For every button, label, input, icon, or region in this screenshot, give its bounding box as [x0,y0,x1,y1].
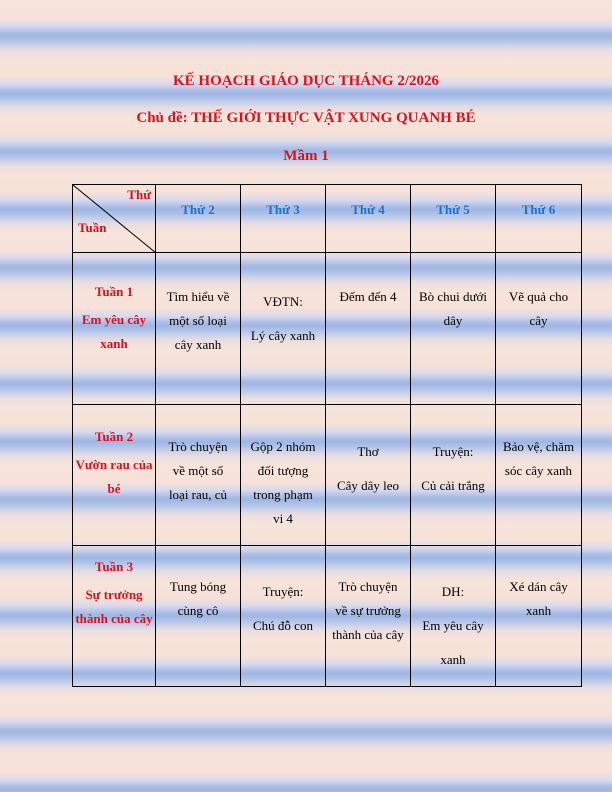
activity-text: Xé dán cây xanh [509,579,568,618]
activity-text: Gộp 2 nhóm đối tượng trong phạm vi 4 [250,439,316,526]
table-row [73,253,582,405]
activity-cell [241,546,326,687]
corner-cell [73,185,156,253]
activity-text: Tìm hiểu về một số loại cây xanh [166,289,230,352]
schedule-table [72,184,582,687]
activity-cell [241,405,326,546]
activity-text: Truyện: Chú đỗ con [253,584,313,633]
week-topic: Sự trưởng thành của cây [75,587,153,626]
table-row [73,405,582,546]
activity-text: DH: Em yêu cây xanh [422,584,484,667]
activity-text: Bò chui dưới dây [418,289,488,328]
activity-cell [156,253,241,405]
activity-text: Đếm đến 4 [339,289,397,304]
activity-cell [411,405,496,546]
table-header-row [73,185,582,253]
activity-text: Truyện: Củ cải trắng [421,444,485,493]
day-header: Thứ 4 [326,185,411,253]
activity-cell [241,253,326,405]
activity-cell [156,405,241,546]
activity-text: Tung bóng cùng cô [169,579,227,618]
week-topic: Vườn rau của bé [75,457,153,496]
corner-day-label: Thứ [127,187,151,202]
activity-cell [496,546,582,687]
activity-cell [156,546,241,687]
activity-text: Vẽ quả cho cây [508,289,569,328]
activity-text: Thơ Cây dây leo [336,444,400,493]
activity-cell [326,253,411,405]
activity-text: Trò chuyện về sự trưởng thành của cây [332,579,404,642]
document-title: KẾ HOẠCH GIÁO DỤC THÁNG 2/2026 [173,73,439,89]
week-cell [73,405,156,546]
week-cell [73,253,156,405]
activity-text: Trò chuyện về một số loại rau, củ [168,439,228,502]
day-header: Thứ 5 [411,185,496,253]
activity-cell [326,405,411,546]
day-header: Thứ 2 [156,185,241,253]
week-label: Tuần 2 [94,429,134,444]
week-topic: Em yêu cây xanh [81,312,147,351]
week-label: Tuần 3 [94,559,134,574]
activity-cell [326,546,411,687]
week-label: Tuần 1 [94,284,134,299]
activity-cell [496,405,582,546]
corner-week-label: Tuần [78,220,107,235]
activity-cell [496,253,582,405]
class-name: Mầm 1 [283,148,329,164]
activity-cell [411,253,496,405]
activity-cell [411,546,496,687]
day-header: Thứ 3 [241,185,326,253]
activity-text: Bảo vệ, chăm sóc cây xanh [502,439,575,478]
day-header: Thứ 6 [496,185,582,253]
table-row [73,546,582,687]
document-subtitle: Chủ đề: THẾ GIỚI THỰC VẬT XUNG QUANH BÉ [136,110,476,126]
week-cell [73,546,156,687]
activity-text: VĐTN: Lý cây xanh [250,294,316,343]
